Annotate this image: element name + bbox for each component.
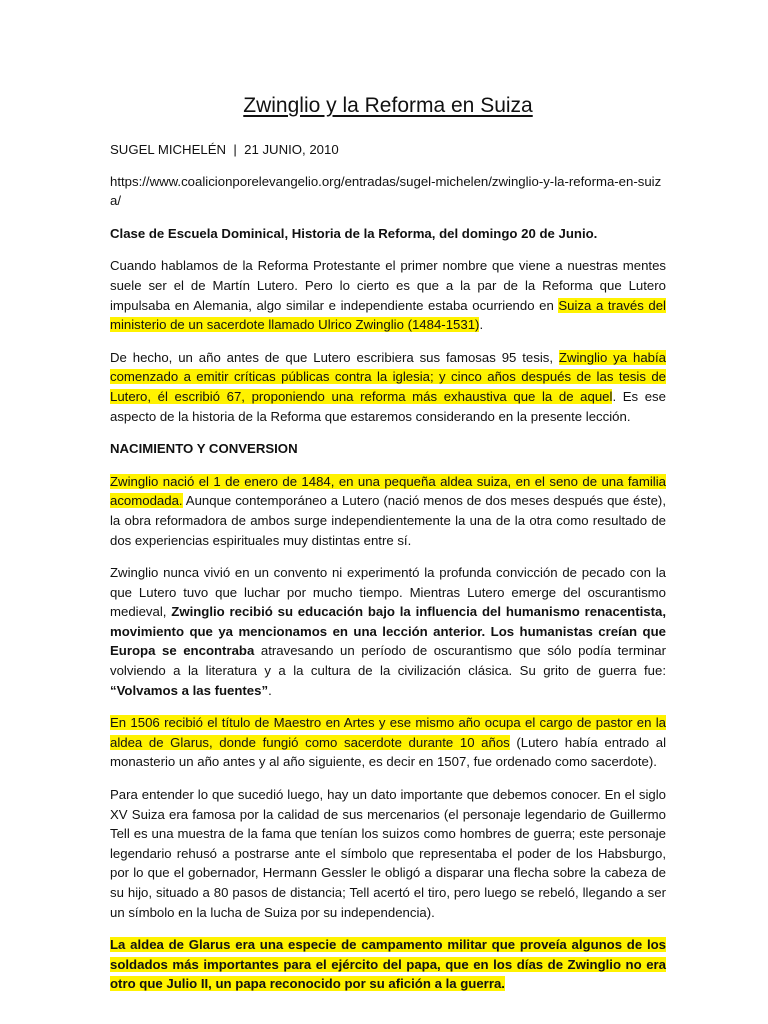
document-title: Zwinglio y la Reforma en Suiza <box>243 94 533 117</box>
paragraph-6: Para entender lo que sucedió luego, hay un dato importante que debemos conocer. En el siglo XV Suiza era famosa por la calidad de sus mercenarios (el personaje legendario de Guillermo Tell es una muestra de la fama que tenían los suizos como hombres de guerra; este personaje legendario rehusó a postrarse ante el símbolo que representaba el poder de los Habsburgo, por lo que el gobernador, Hermann Gessler le obligó a disparar una flecha sobre la cabeza de su hijo, situado a 80 pasos de distancia; Tell acertó el tiro, pero luego se rebeló, llegando a ser un símbolo en la lucha de Suiza por su independencia). <box>110 787 666 920</box>
class-description: Clase de Escuela Dominical, Historia de la Reforma, del domingo 20 de Junio. <box>110 225 598 241</box>
paragraph-4-text-2: atravesando un período de oscurantismo que sólo podía terminar volviendo a la literatura y a la cultura de la civilización clásica. Su grito de guerra fue: <box>110 643 666 679</box>
paragraph-3 <box>110 472 666 550</box>
paragraph-4-bold: Zwinglio recibió su educación bajo la influencia del humanismo renacentista, movimiento que ya mencionamos en una lección anterior. Los humanistas creían que Europa se encontraba <box>110 604 666 659</box>
paragraph-2-highlight: Zwinglio ya había comenzado a emitir críticas públicas contra la iglesia; y cinco años después de las tesis de Lutero, él escribió 67, proponiendo una reforma más exhaustiva que la de aquel <box>110 349 666 404</box>
paragraph-5-highlight: En 1506 recibió el título de Maestro en Artes y ese mismo año ocupa el cargo de pastor en la aldea de Glarus, donde fungió como sacerdote durante 10 años <box>110 715 666 750</box>
paragraph-5-text: (Lutero había entrado al monasterio un año antes y al año siguiente, es decir en 1507, fue ordenado como sacerdote). <box>110 734 666 770</box>
source-url[interactable]: https://www.coalicionporelevangelio.org/entradas/sugel-michelen/zwinglio-y-la-reforma-en-suiza/ <box>110 173 662 209</box>
paragraph-3-highlight: Zwinglio nació el 1 de enero de 1484, en una pequeña aldea suiza, en el seno de una familia acomodada. <box>110 473 666 509</box>
paragraph-4-text: Zwinglio nunca vivió en un convento ni experimentó la profunda convicción de pecado con la que Lutero tuvo que luchar por mucho tiempo. Mientras Lutero emerge del oscurantismo medieval, <box>110 565 666 620</box>
paragraph-2 <box>110 348 666 426</box>
paragraph-5 <box>110 713 666 772</box>
paragraph-7-highlight: La aldea de Glarus era una especie de campamento militar que proveía algunos de los soldados más importantes para el ejército del papa, que en los días de Zwinglio no era otro que Julio II, un papa reconocido por su afición a la guerra. <box>110 937 666 992</box>
paragraph-4 <box>110 563 666 700</box>
paragraph-1-text: Cuando hablamos de la Reforma Protestante el primer nombre que viene a nuestras mentes suele ser el de Martín Lutero. Pero lo cierto es que a la par de la Reforma que Lutero impulsaba en Alemania, algo similar e independiente estaba ocurriendo en <box>110 258 666 313</box>
paragraph-1-highlight: Suiza a través del ministerio de un sacerdote llamado Ulrico Zwinglio (1484-1531) <box>110 297 666 333</box>
paragraph-2-end: . Es ese aspecto de la historia de la Reforma que estaremos considerando en la presente lección. <box>110 388 666 424</box>
paragraph-4-end: . <box>268 682 272 698</box>
paragraph-2-text: De hecho, un año antes de que Lutero escribiera sus famosas 95 tesis, <box>110 349 559 365</box>
publish-date: 21 JUNIO, 2010 <box>244 142 339 157</box>
paragraph-7 <box>110 935 666 994</box>
paragraph-1-end: . <box>479 317 484 333</box>
battle-cry-quote: “Volvamos a las fuentes” <box>110 682 269 698</box>
paragraph-3-text: Aunque contemporáneo a Lutero (nació menos de dos meses después que éste), la obra reformadora de ambos surge independientemente la una de la otra como resultado de dos experiencias espirituales muy distintas entre sí. <box>110 493 666 548</box>
paragraph-1 <box>110 256 666 334</box>
byline-separator: | <box>233 142 237 157</box>
section-heading: NACIMIENTO Y CONVERSION <box>110 441 298 457</box>
author-name: SUGEL MICHELÉN <box>110 142 227 157</box>
byline <box>110 140 666 160</box>
